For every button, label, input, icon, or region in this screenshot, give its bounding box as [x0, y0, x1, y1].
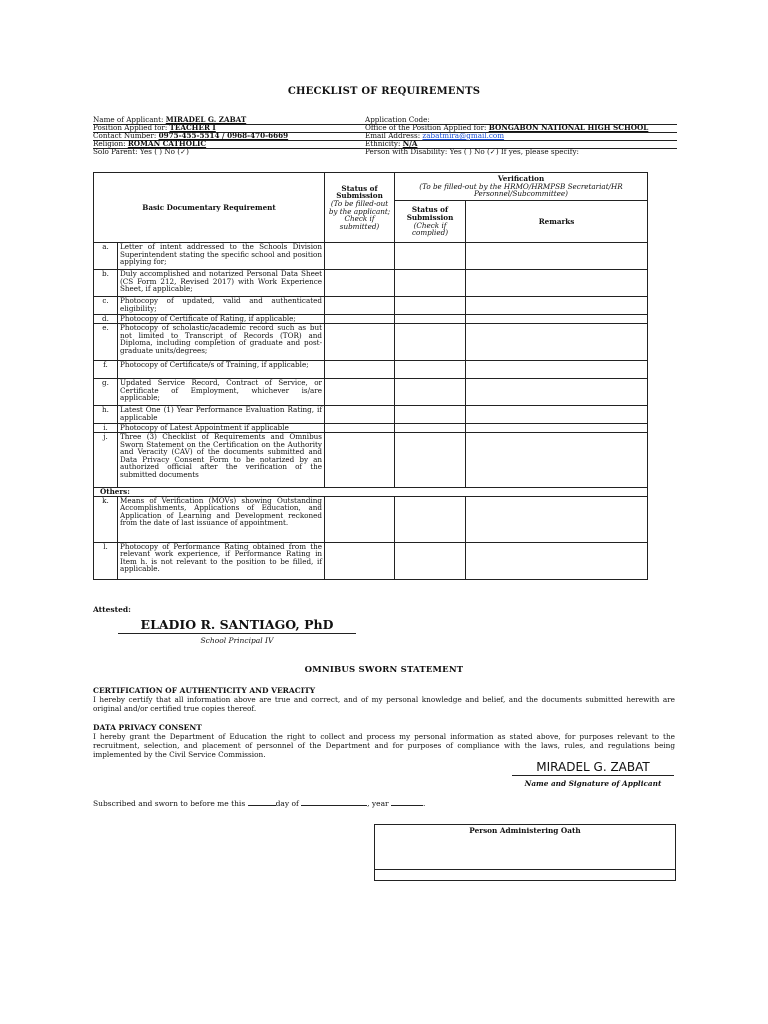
applicant-check-cell[interactable]	[325, 324, 395, 361]
applicant-check-cell[interactable]	[325, 379, 395, 406]
remarks-cell[interactable]	[466, 542, 648, 579]
sworn-text-4: .	[423, 799, 426, 808]
attested-label: Attested:	[93, 605, 131, 614]
position-value: TEACHER I	[169, 124, 216, 132]
verification-check-cell[interactable]	[395, 315, 466, 324]
others-row	[94, 488, 648, 497]
requirement-header: Basic Documentary Requirement	[94, 173, 325, 243]
remarks-cell[interactable]	[466, 315, 648, 324]
remarks-cell[interactable]	[466, 496, 648, 542]
applicant-check-cell[interactable]	[325, 361, 395, 379]
row-requirement: Photocopy of updated, valid and authenticated eligibility;	[118, 297, 325, 315]
applicant-check-cell[interactable]	[325, 243, 395, 270]
page-title: CHECKLIST OF REQUIREMENTS	[287, 86, 481, 97]
table-row	[94, 324, 648, 361]
verification-check-cell[interactable]	[395, 297, 466, 315]
verification-check-cell[interactable]	[395, 406, 466, 424]
row-letter: b.	[94, 270, 118, 297]
row-requirement: Letter of intent addressed to the Schools Division Superintendent stating the specific school and position applying for;	[118, 243, 325, 270]
verification-status-title: Status of Submission	[406, 205, 454, 222]
verification-header-note: (To be filled-out by the HRMO/HRMPSB Secretariat/HR Personnel/Subcommittee)	[419, 181, 623, 199]
position-label: Position Applied for:	[93, 124, 170, 132]
contact-label: Contact Number:	[93, 132, 159, 140]
remarks-cell[interactable]	[466, 379, 648, 406]
row-letter: a.	[94, 243, 118, 270]
status-header-note-2: by the applicant; Check if submitted)	[328, 206, 391, 231]
remarks-cell[interactable]	[466, 406, 648, 424]
status-header-title: Status of Submission	[336, 183, 383, 201]
religion-label: Religion:	[93, 140, 128, 148]
requirements-table	[93, 172, 648, 580]
others-label: Others:	[94, 488, 648, 497]
applicant-check-cell[interactable]	[325, 542, 395, 579]
row-requirement: Photocopy of Certificate of Rating, if applicable;	[118, 315, 325, 324]
ethnicity-value: N/A	[402, 140, 418, 148]
verification-check-cell[interactable]	[395, 542, 466, 579]
table-row	[94, 270, 648, 297]
sworn-text-2: day of	[275, 799, 302, 808]
row-letter: k.	[94, 496, 118, 542]
verification-check-cell[interactable]	[395, 433, 466, 488]
ethnicity-label: Ethnicity:	[365, 140, 403, 148]
table-row	[94, 379, 648, 406]
row-letter: l.	[94, 542, 118, 579]
solo-parent-field: Solo Parent: Yes ( ) No (✓)	[93, 148, 189, 156]
row-requirement: Photocopy of Certificate/s of Training, if applicable;	[118, 361, 325, 379]
verification-check-cell[interactable]	[395, 379, 466, 406]
row-requirement: Photocopy of Performance Rating obtained from the relevant work experience, if Performance Rating in Item h. is not relevant to the position to be filled, if applicable.	[118, 542, 325, 579]
info-row-3	[93, 132, 677, 140]
verification-check-cell[interactable]	[395, 270, 466, 297]
year-blank[interactable]	[391, 797, 426, 808]
principal-title: School Principal IV	[200, 636, 274, 645]
verification-check-cell[interactable]	[395, 424, 466, 433]
applicant-check-cell[interactable]	[325, 406, 395, 424]
principal-name: ELADIO R. SANTIAGO, PhD	[118, 617, 356, 634]
remarks-cell[interactable]	[466, 270, 648, 297]
table-row	[94, 297, 648, 315]
table-row	[94, 433, 648, 488]
verification-check-cell[interactable]	[395, 243, 466, 270]
verification-status-note: (Check if complied)	[411, 220, 449, 238]
applicant-signature: MIRADEL G. ZABAT	[512, 760, 674, 776]
row-requirement: Means of Verification (MOVs) showing Outstanding Accomplishments, Applications of Education, and Application of Learning and Development reckoned from the date of last issuance of appointment.	[118, 496, 325, 542]
verification-status-header	[395, 201, 466, 243]
remarks-cell[interactable]	[466, 361, 648, 379]
remarks-cell[interactable]	[466, 324, 648, 361]
verification-check-cell[interactable]	[395, 361, 466, 379]
row-letter: h.	[94, 406, 118, 424]
remarks-cell[interactable]	[466, 297, 648, 315]
name-label: Name of Applicant:	[93, 116, 166, 124]
verification-header	[395, 173, 648, 201]
row-requirement: Duly accomplished and notarized Personal Data Sheet (CS Form 212, Revised 2017) with Work Experience Sheet, if applicable;	[118, 270, 325, 297]
applicant-check-cell[interactable]	[325, 496, 395, 542]
oath-box-divider	[375, 869, 675, 870]
application-code-label: Application Code:	[365, 116, 430, 124]
row-letter: j.	[94, 433, 118, 488]
disability-field: Person with Disability: Yes ( ) No (✓) If yes, please specify:	[365, 148, 579, 156]
sworn-statement-line	[93, 797, 425, 808]
cav-text: I hereby certify that all information above are true and correct, and of my personal knowledge and belief, and the documents submitted herewith are original and/or certified true copies thereof.	[93, 695, 675, 713]
applicant-check-cell[interactable]	[325, 297, 395, 315]
info-row-4	[93, 140, 677, 148]
omnibus-title: OMNIBUS SWORN STATEMENT	[304, 665, 464, 675]
dpc-text: I hereby grant the Department of Education the right to collect and process my personal information as stated above, for purposes relevant to the recruitment, selection, and placement of personnel of the Department and for purposes of compliance with the laws, rules, and regulations being implemented by the Civil Service Commission.	[93, 732, 675, 759]
row-requirement: Three (3) Checklist of Requirements and Omnibus Sworn Statement on the Certification on the Authority and Veracity (CAV) of the documents submitted and Data Privacy Consent Form to be notarized by an authorized official after the verification of the submitted documents	[118, 433, 325, 488]
status-header	[325, 173, 395, 243]
remarks-cell[interactable]	[466, 424, 648, 433]
row-letter: i.	[94, 424, 118, 433]
row-requirement: Photocopy of scholastic/academic record such as but not limited to Transcript of Records (TOR) and Diploma, including completion of graduate and post-graduate units/degrees;	[118, 324, 325, 361]
verification-header-title: Verification	[497, 174, 545, 184]
row-requirement: Photocopy of Latest Appointment if applicable	[118, 424, 325, 433]
applicant-check-cell[interactable]	[325, 315, 395, 324]
verification-check-cell[interactable]	[395, 324, 466, 361]
row-requirement: Latest One (1) Year Performance Evaluation Rating, if applicable	[118, 406, 325, 424]
month-blank[interactable]	[301, 797, 367, 806]
cav-heading: CERTIFICATION OF AUTHENTICITY AND VERACITY	[93, 686, 316, 695]
applicant-signature-caption: Name and Signature of Applicant	[524, 779, 662, 788]
info-row-1	[93, 116, 677, 124]
religion-value: ROMAN CATHOLIC	[127, 140, 207, 148]
email-label: Email Address:	[365, 132, 423, 140]
contact-value: 0975-455-5514 / 0968-470-6669	[158, 132, 289, 140]
name-value: MIRADEL G. ZABAT	[165, 116, 247, 124]
info-row-2	[93, 124, 677, 132]
oath-box	[374, 824, 676, 881]
table-row	[94, 496, 648, 542]
dpc-heading: DATA PRIVACY CONSENT	[93, 723, 202, 732]
row-requirement: Updated Service Record, Contract of Service, or Certificate of Employment, whichever is/are applicable;	[118, 379, 325, 406]
email-link[interactable]: zabatmira@gmail.com	[422, 132, 505, 140]
remarks-header: Remarks	[466, 201, 648, 243]
table-row	[94, 406, 648, 424]
row-letter: g.	[94, 379, 118, 406]
remarks-cell[interactable]	[466, 243, 648, 270]
remarks-cell[interactable]	[466, 433, 648, 488]
applicant-check-cell[interactable]	[325, 270, 395, 297]
status-header-note-1: (To be filled-out	[330, 198, 389, 208]
sworn-text-3: , year	[367, 799, 392, 808]
row-letter: e.	[94, 324, 118, 361]
applicant-check-cell[interactable]	[325, 424, 395, 433]
day-blank[interactable]	[248, 797, 276, 806]
row-letter: d.	[94, 315, 118, 324]
oath-label: Person Administering Oath	[469, 826, 581, 835]
applicant-check-cell[interactable]	[325, 433, 395, 488]
verification-check-cell[interactable]	[395, 496, 466, 542]
info-row-5	[93, 148, 677, 156]
sworn-text-1: Subscribed and sworn to before me this	[93, 799, 248, 808]
office-value: BONGABON NATIONAL HIGH SCHOOL	[488, 124, 649, 132]
table-row	[94, 243, 648, 270]
table-row	[94, 361, 648, 379]
row-letter: c.	[94, 297, 118, 315]
office-label: Office of the Position Applied for:	[365, 124, 489, 132]
row-letter: f.	[94, 361, 118, 379]
table-row	[94, 542, 648, 579]
